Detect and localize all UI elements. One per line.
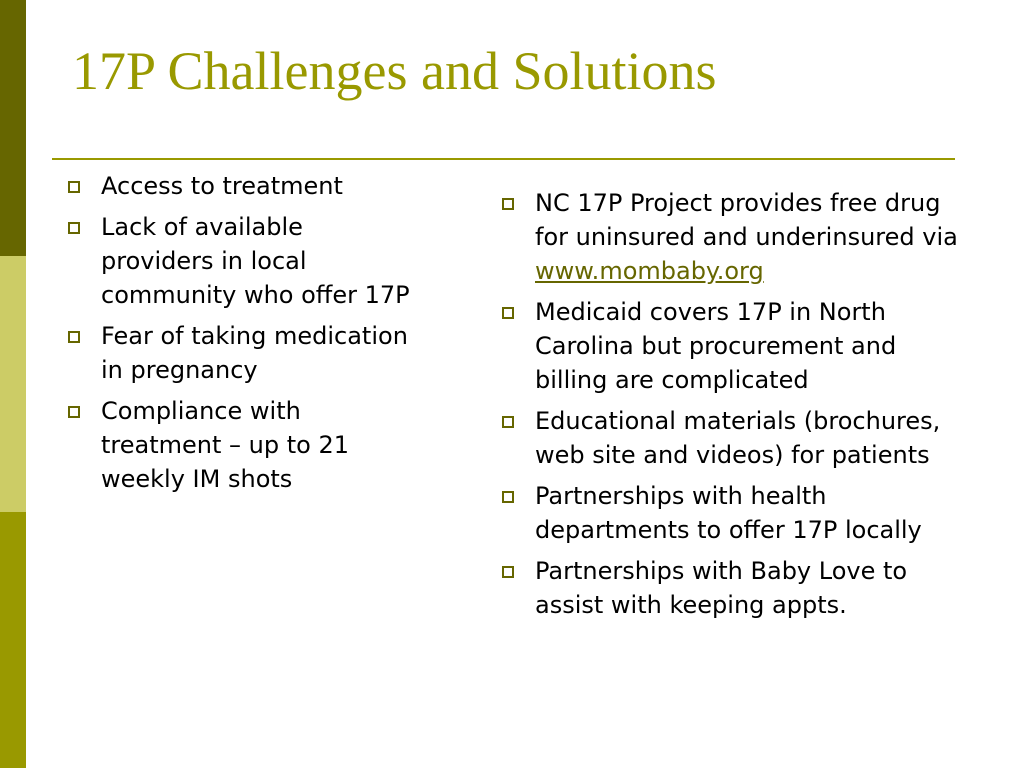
list-item	[64, 394, 414, 496]
solutions-list	[498, 186, 968, 629]
title-divider	[52, 158, 955, 160]
side-bar-dark-segment	[0, 0, 26, 256]
hollow-square-bullet-icon	[502, 566, 514, 578]
list-item	[498, 479, 968, 547]
list-item-text: NC 17P Project provides free drug for uninsured and underinsured via	[535, 189, 958, 251]
hollow-square-bullet-icon	[68, 406, 80, 418]
list-item-text: Lack of available providers in local community who offer 17P	[101, 213, 410, 309]
hollow-square-bullet-icon	[502, 198, 514, 210]
hollow-square-bullet-icon	[68, 222, 80, 234]
list-item-text: Access to treatment	[101, 172, 343, 200]
mombaby-link[interactable]: www.mombaby.org	[535, 257, 764, 285]
side-bar-light-segment	[0, 256, 26, 512]
hollow-square-bullet-icon	[68, 331, 80, 343]
list-item	[64, 210, 414, 312]
list-item	[498, 404, 968, 472]
list-item	[64, 169, 414, 203]
hollow-square-bullet-icon	[68, 181, 80, 193]
list-item-text: Educational materials (brochures, web site and videos) for patients	[535, 407, 941, 469]
list-item-text: Medicaid covers 17P in North Carolina but procurement and billing are complicated	[535, 298, 897, 394]
list-item	[498, 186, 968, 288]
list-item	[64, 319, 414, 387]
list-item	[498, 554, 968, 622]
list-item-text: Fear of taking medication in pregnancy	[101, 322, 408, 384]
challenges-list	[64, 169, 414, 503]
list-item-text: Partnerships with health departments to offer 17P locally	[535, 482, 922, 544]
hollow-square-bullet-icon	[502, 491, 514, 503]
hollow-square-bullet-icon	[502, 416, 514, 428]
list-item-text: Compliance with treatment – up to 21 weekly IM shots	[101, 397, 349, 493]
slide-title: 17P Challenges and Solutions	[72, 41, 717, 101]
list-item-text: Partnerships with Baby Love to assist with keeping appts.	[535, 557, 908, 619]
hollow-square-bullet-icon	[502, 307, 514, 319]
side-bar-mid-segment	[0, 512, 26, 768]
list-item	[498, 295, 968, 397]
